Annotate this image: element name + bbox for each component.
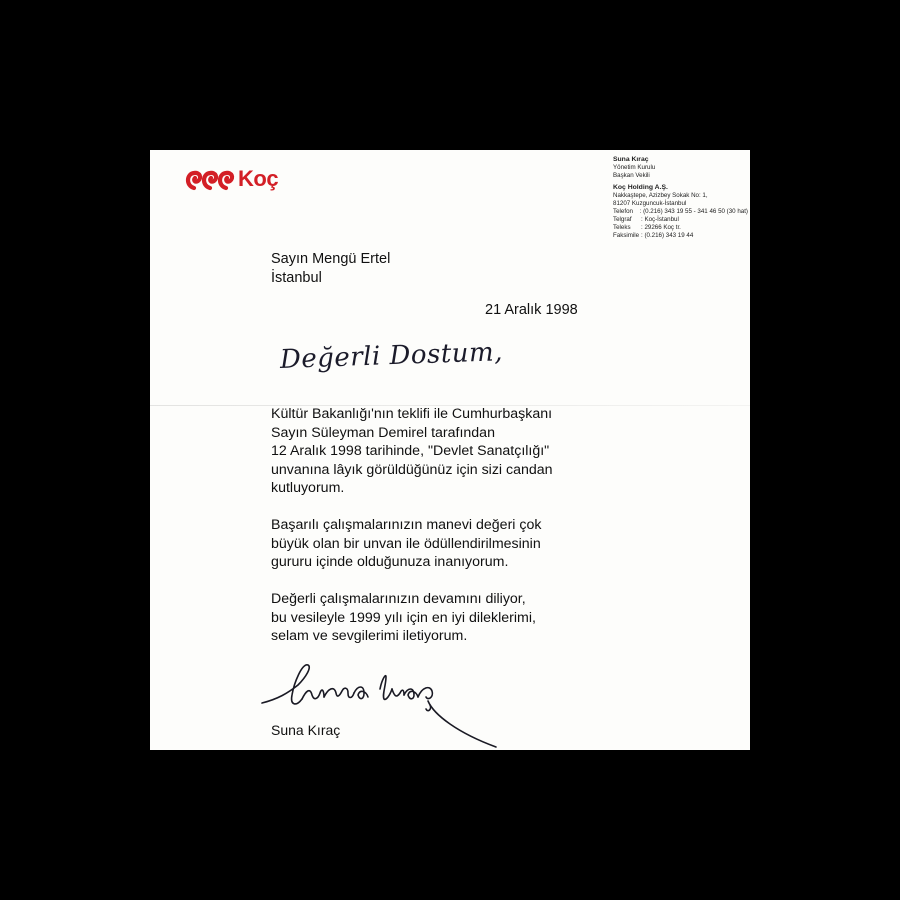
contact-row bbox=[613, 232, 748, 240]
contact-label: Teleks bbox=[613, 224, 631, 231]
sender-title-line2: Başkan Vekili bbox=[613, 172, 650, 179]
letter-sheet bbox=[150, 150, 750, 750]
body-paragraph bbox=[271, 590, 611, 646]
body-paragraph bbox=[271, 516, 611, 572]
recipient-city: İstanbul bbox=[271, 270, 322, 286]
sender-address-line2: 81207 Kuzguncuk-İstanbul bbox=[613, 200, 687, 207]
body-line: selam ve sevgilerimi iletiyorum. bbox=[271, 628, 468, 644]
contact-label: Telefon bbox=[613, 208, 633, 215]
logo-wordmark: Koç bbox=[238, 166, 279, 191]
body-line: Sayın Süleyman Demirel tarafından bbox=[271, 424, 495, 441]
body-line: 12 Aralık 1998 tarihinde, "Devlet Sanatçılığı" bbox=[271, 443, 550, 459]
contact-value: : (0.216) 343 19 55 - 341 46 50 (30 hat) bbox=[639, 208, 748, 215]
handwritten-greeting: Değerli Dostum, bbox=[279, 337, 504, 375]
recipient-block bbox=[271, 250, 390, 288]
sender-title-line1: Yönetim Kurulu bbox=[613, 164, 656, 171]
contact-value: : 29266 Koç tr. bbox=[641, 224, 681, 231]
contact-label: Telgraf bbox=[613, 216, 632, 223]
letter-date: 21 Aralık 1998 bbox=[485, 302, 578, 318]
body-paragraph bbox=[271, 405, 611, 498]
sender-company: Koç Holding A.Ş. bbox=[613, 184, 668, 191]
letter-body bbox=[271, 405, 611, 664]
contact-label: Faksimile bbox=[613, 232, 640, 239]
sender-name: Suna Kıraç bbox=[613, 156, 649, 163]
contact-row bbox=[613, 208, 748, 216]
body-line: Başarılı çalışmalarınızın manevi değeri çok bbox=[271, 517, 542, 533]
koc-logo-icon bbox=[184, 164, 240, 198]
body-line: Değerli çalışmalarınızın devamını diliyor, bbox=[271, 591, 526, 607]
koc-logo bbox=[184, 164, 294, 198]
body-line: kutluyorum. bbox=[271, 480, 345, 496]
contact-row bbox=[613, 224, 748, 232]
body-line: Kültür Bakanlığı'nın teklifi ile Cumhurbaşkanı bbox=[271, 406, 553, 422]
signature-typed-name: Suna Kıraç bbox=[271, 722, 341, 738]
sender-block bbox=[613, 156, 748, 240]
contact-value: : (0.216) 343 19 44 bbox=[641, 232, 694, 239]
body-line: bu vesileyle 1999 yılı için en iyi dileklerimi, bbox=[271, 609, 536, 626]
body-line: büyük olan bir unvan ile ödüllendirilmesinin bbox=[271, 535, 541, 552]
contact-row bbox=[613, 216, 748, 224]
body-line: gururu içinde olduğunuza inanıyorum. bbox=[271, 554, 509, 570]
recipient-name: Sayın Mengü Ertel bbox=[271, 251, 391, 267]
sender-address-line1: Nakkaştepe, Azizbey Sokak No: 1, bbox=[613, 192, 708, 199]
body-line: unvanına lâyık görüldüğünüz için sizi candan bbox=[271, 461, 553, 478]
contact-value: : Koç-İstanbul bbox=[641, 216, 679, 223]
